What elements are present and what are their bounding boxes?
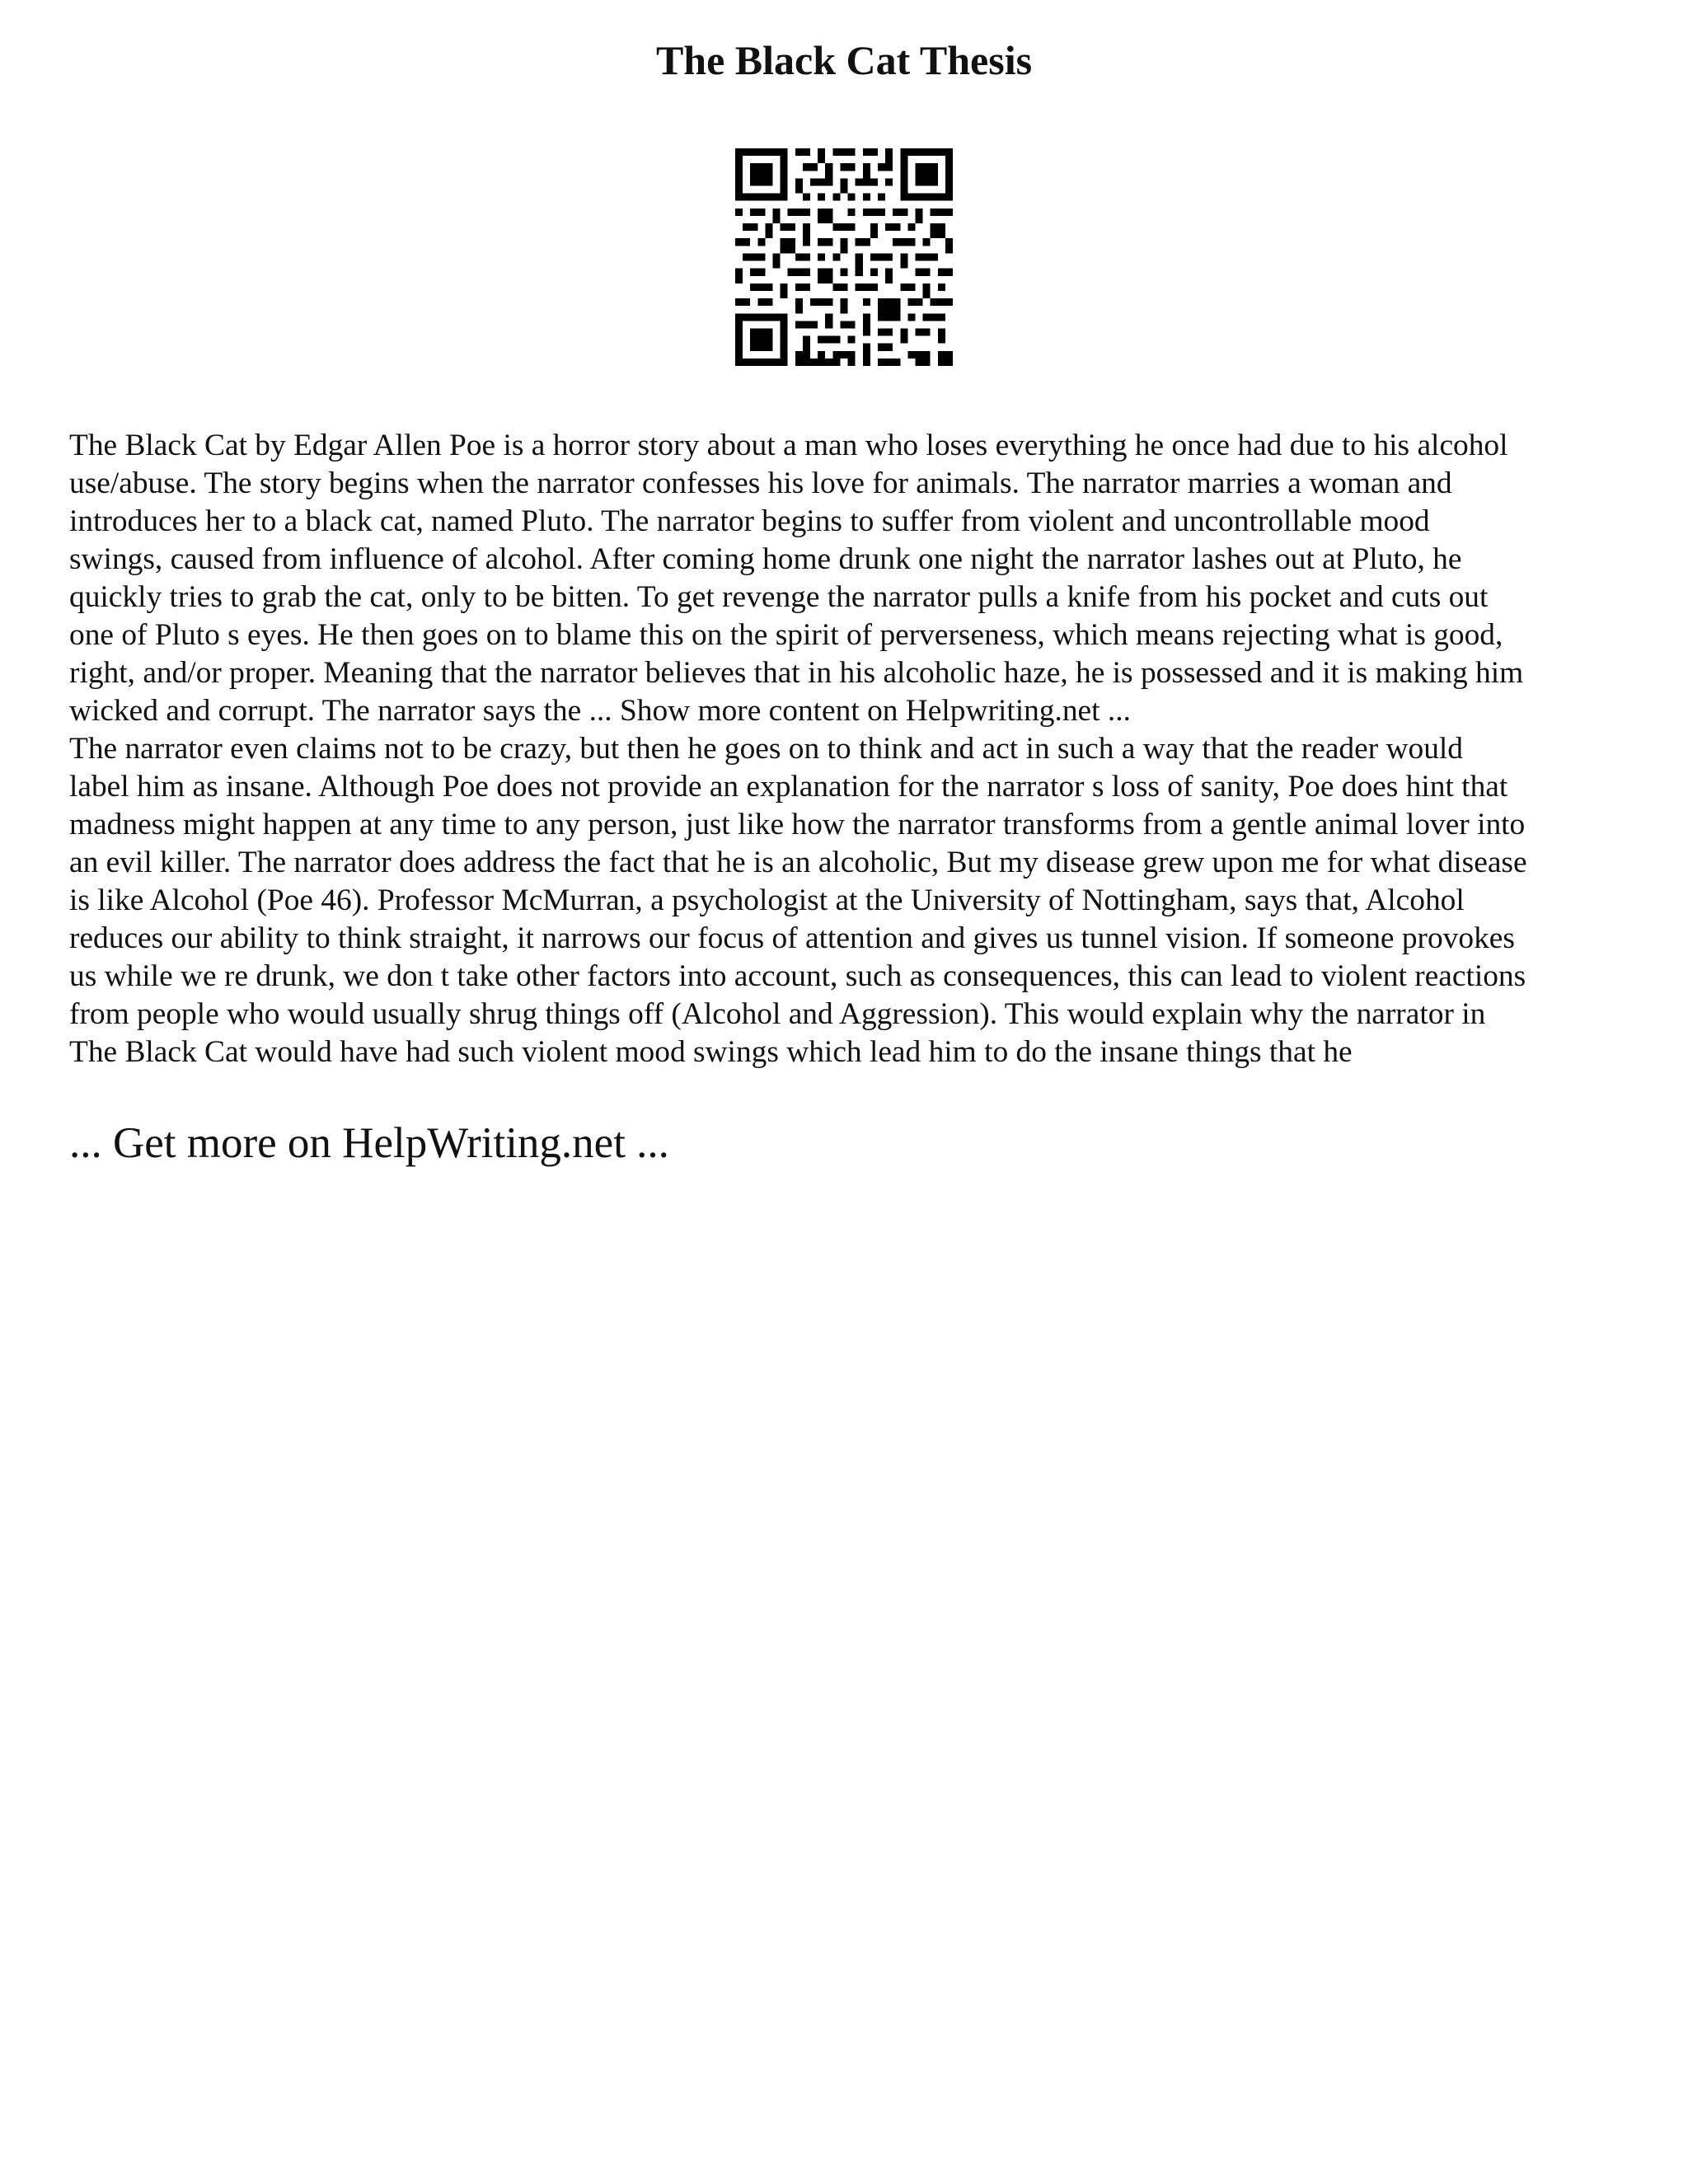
qr-code-icon bbox=[735, 148, 953, 366]
get-more-link-text[interactable]: ... Get more on HelpWriting.net ... bbox=[69, 1119, 669, 1167]
essay-body-text: The Black Cat by Edgar Allen Poe is a horror story about a man who loses everything he once had due to his alcohol use/abuse. The story begins when the narrator confesses his love for animals. The narrator marries a woman and introduces her to a black cat, named Pluto. The narrator begins to suffer from violent and uncontrollable mood swings, caused from influence of alcohol. After coming home drunk one night the narrator lashes out at Pluto, he quickly tries to grab the cat, only to be bitten. To get revenge the narrator pulls a knife from his pocket and cuts out one of Pluto s eyes. He then goes on to blame this on the spirit of perverseness, which means rejecting what is good, right, and/or proper. Meaning that the narrator believes that in his alcoholic haze, he is possessed and it is making him wicked and corrupt. The narrator says the ... Show more content on Helpwriting.net ... The narrator even claims not to be crazy, but then he goes on to think and act in such a way that the reader would label him as insane. Although Poe does not provide an explanation for the narrator s loss of sanity, Poe does hint that madness might happen at any time to any person, just like how the narrator transforms from a gentle animal lover into an evil killer. The narrator does address the fact that he is an alcoholic, But my disease grew upon me for what disease is like Alcohol (Poe 46). Professor McMurran, a psychologist at the University of Nottingham, says that, Alcohol reduces our ability to think straight, it narrows our focus of attention and gives us tunnel vision. If someone provokes us while we re drunk, we don t take other factors into account, such as consequences, this can lead to violent reactions from people who would usually shrug things off (Alcohol and Aggression). This would explain why the narrator in The Black Cat would have had such violent mood swings which lead him to do the insane things that he bbox=[69, 429, 1527, 1069]
document-title: The Black Cat Thesis bbox=[655, 37, 1033, 83]
